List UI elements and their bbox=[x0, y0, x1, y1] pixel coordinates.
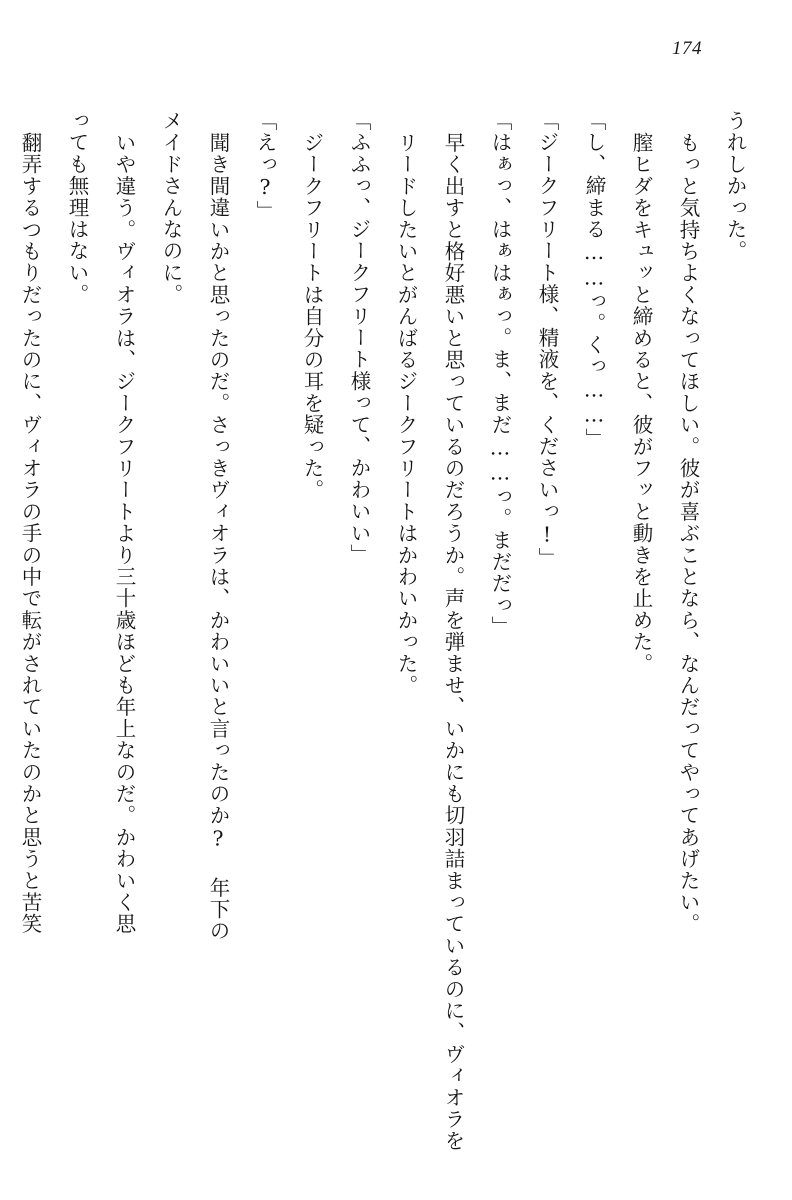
text-column: いや違う。ヴィオラは、ジークフリートより三十歳ほども年上なのだ。かわいく思 bbox=[112, 132, 136, 935]
text-column: 「ふふっ、ジークフリート様って、かわいい」 bbox=[347, 110, 371, 566]
text-column: 「し、締まる……っ。くっ……」 bbox=[582, 110, 606, 450]
text-column: 「ジークフリート様、精液を、くださいっ!」 bbox=[535, 110, 559, 570]
text-column: 「えっ?」 bbox=[253, 110, 277, 222]
text-column: 翻弄するつもりだったのに、ヴィオラの手の中で転がされていたのかと思うと苦笑 bbox=[18, 132, 42, 935]
text-column: 「はぁっ、はぁはぁっ。ま、まだ……っ。まだだっ」 bbox=[488, 110, 512, 638]
text-column: うれしかった。 bbox=[723, 110, 747, 262]
page-number: 174 bbox=[672, 38, 702, 59]
text-column: っても無理はない。 bbox=[65, 110, 89, 306]
text-column: もっと気持ちよくなってほしい。彼が喜ぶことなら、なんだってやってあげたい。 bbox=[676, 132, 700, 935]
text-column: 聞き間違いかと思ったのだ。さっきヴィオラは、かわいいと言ったのか? 年下の bbox=[206, 132, 230, 942]
text-column: メイドさんなのに。 bbox=[159, 110, 183, 306]
text-column: 膣ヒダをキュッと締めると、彼がフッと動きを止めた。 bbox=[629, 132, 653, 675]
text-column: 早く出すと格好悪いと思っているのだろうか。声を弾ませ、いかにも切羽詰まっているのに、ヴィオラをリードしたいとがんばるジークフリートはかわいかった。 bbox=[394, 132, 465, 1152]
text-column: ジークフリートは自分の耳を疑った。 bbox=[300, 132, 324, 501]
vertical-text-body bbox=[18, 110, 758, 1160]
